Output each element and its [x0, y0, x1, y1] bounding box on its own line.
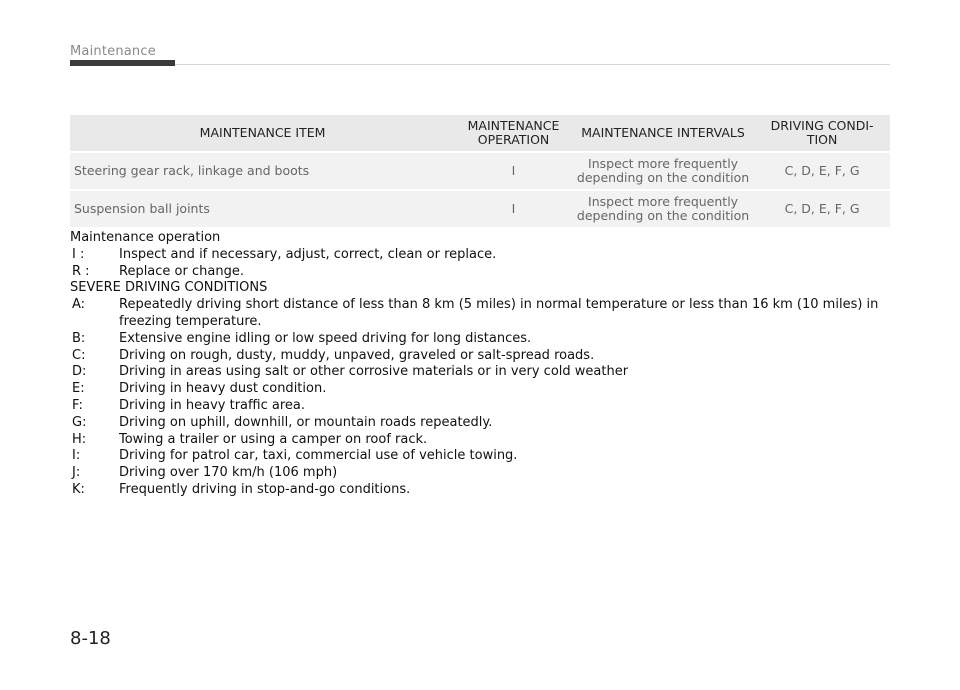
condition-text: Frequently driving in stop-and-go conditions. — [119, 481, 411, 497]
header-maintenance-operation: MAINTENANCE OPERATION — [455, 115, 572, 151]
condition-text: Driving on rough, dusty, muddy, unpaved, graveled or salt-spread roads. — [119, 347, 595, 363]
condition-code: H: — [72, 431, 87, 447]
condition-code: J: — [72, 465, 81, 481]
condition-text: Driving in areas using salt or other corrosive materials or in very cold weather — [119, 364, 629, 380]
condition-text: Extensive engine idling or low speed driving for long distances. — [119, 330, 532, 346]
maintenance-table — [70, 113, 890, 229]
header-maintenance-item: MAINTENANCE ITEM — [70, 115, 455, 151]
condition-line — [70, 398, 890, 415]
condition-line — [70, 331, 890, 348]
condition-code: I: — [72, 448, 81, 464]
condition-text: Driving on uphill, downhill, or mountain roads repeatedly. — [119, 414, 493, 430]
cell-item: Suspension ball joints — [70, 191, 455, 227]
severe-conditions-title: SEVERE DRIVING CONDITIONS — [70, 280, 268, 296]
cell-interval: Inspect more frequently depending on the condition — [572, 153, 754, 189]
cell-conditions: C, D, E, F, G — [754, 191, 890, 227]
condition-line — [70, 448, 890, 465]
table-row — [70, 153, 890, 189]
header-maintenance-intervals: MAINTENANCE INTERVALS — [572, 115, 754, 151]
condition-line — [70, 432, 890, 449]
table-row — [70, 191, 890, 227]
cell-conditions: C, D, E, F, G — [754, 153, 890, 189]
condition-code: D: — [72, 364, 87, 380]
section-title: Maintenance — [70, 44, 156, 59]
table-header-row — [70, 115, 890, 151]
condition-text: Driving for patrol car, taxi, commercial use of vehicle towing. — [119, 448, 518, 464]
condition-code: G: — [72, 414, 87, 430]
section-title-bar — [70, 60, 175, 66]
cell-operation: I — [455, 153, 572, 189]
operation-legend-title: Maintenance operation — [70, 230, 221, 245]
cell-operation: I — [455, 191, 572, 227]
condition-line — [70, 482, 890, 499]
legend-line — [70, 247, 890, 264]
condition-line — [70, 381, 890, 398]
condition-code: A: — [72, 297, 86, 313]
condition-text: Towing a trailer or using a camper on roof rack. — [119, 431, 428, 447]
cell-item: Steering gear rack, linkage and boots — [70, 153, 455, 189]
condition-text: Repeatedly driving short distance of less than 8 km (5 miles) in normal temperature or less than 16 km (10 miles) in freezing temperature. — [119, 297, 879, 329]
legend-code: R : — [72, 263, 90, 279]
condition-code: K: — [72, 481, 85, 497]
condition-line — [70, 364, 890, 381]
condition-code: C: — [72, 347, 86, 363]
cell-interval: Inspect more frequently depending on the condition — [572, 191, 754, 227]
header-driving-condition: DRIVING CONDI-TION — [754, 115, 890, 151]
legend-text: Inspect and if necessary, adjust, correct, clean or replace. — [119, 246, 497, 262]
condition-line — [70, 297, 890, 331]
page-number: 8-18 — [70, 628, 111, 649]
condition-text: Driving over 170 km/h (106 mph) — [119, 465, 338, 481]
condition-text: Driving in heavy traffic area. — [119, 397, 305, 413]
header-divider — [175, 64, 890, 65]
condition-line — [70, 348, 890, 365]
condition-code: F: — [72, 397, 83, 413]
condition-text: Driving in heavy dust condition. — [119, 381, 327, 397]
legend-notes — [70, 230, 890, 499]
legend-line — [70, 264, 890, 281]
condition-code: B: — [72, 330, 86, 346]
condition-line — [70, 465, 890, 482]
legend-code: I : — [72, 246, 85, 262]
condition-code: E: — [72, 381, 85, 397]
legend-text: Replace or change. — [119, 263, 244, 279]
condition-line — [70, 415, 890, 432]
